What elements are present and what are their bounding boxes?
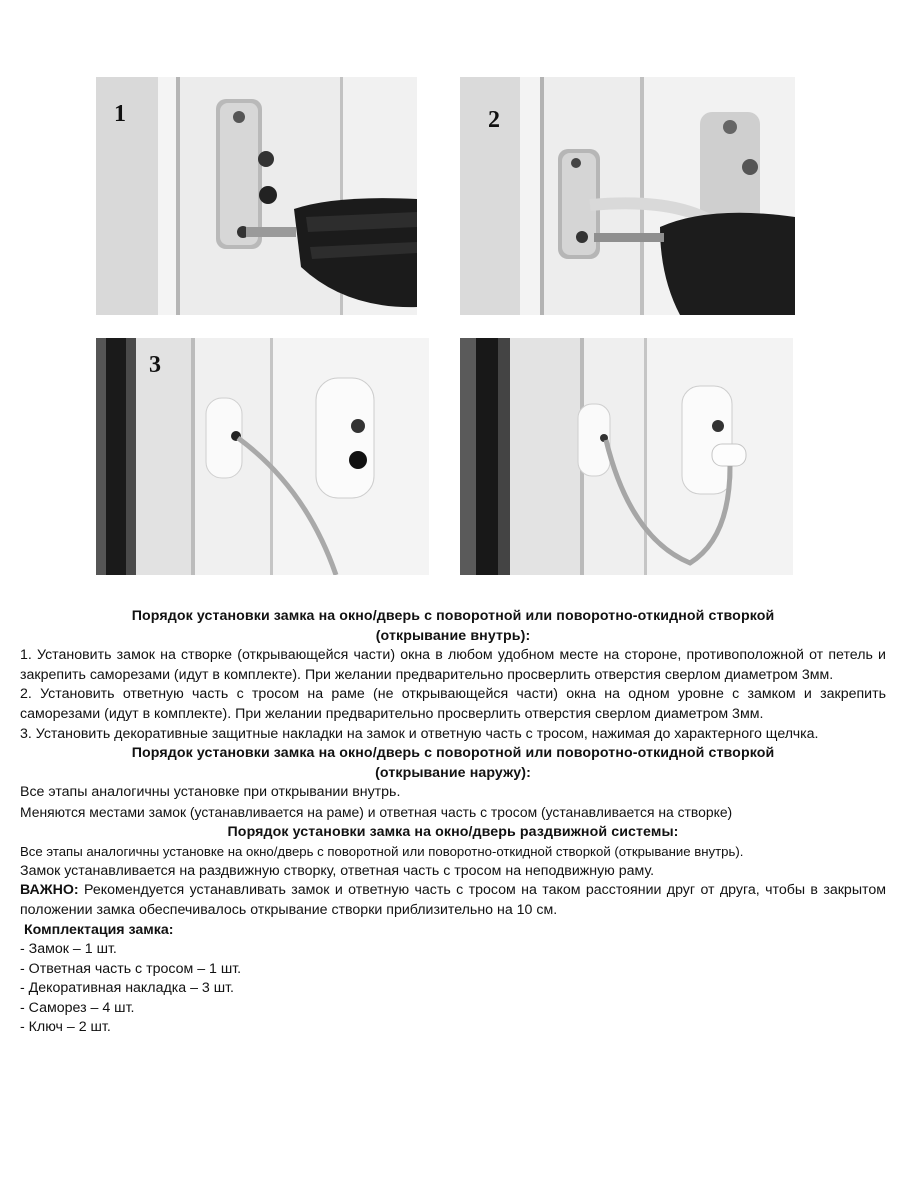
kit-item: - Декоративная накладка – 3 шт. — [20, 980, 235, 997]
photo-step-2-illustration — [460, 77, 795, 315]
important-text: Рекомендуется устанавливать замок и ответную часть с тросом на таком расстоянии друг от друга, чтобы в закрытом положении замка обеспечивалось открывание створки приблизительно на 10 см. — [20, 882, 886, 918]
kit-title: Комплектация замка: — [24, 921, 174, 938]
kit-item: - Саморез – 4 шт. — [20, 999, 135, 1016]
heading-inward-line1: Порядок установки замка на окно/дверь с поворотной или поворотно-откидной створкой — [131, 608, 775, 624]
outward-text-2: Меняются местами замок (устанавливается на раме) и ответная часть с тросом (устанавливается на створке) — [20, 803, 733, 820]
heading-inward-line2: (открывание внутрь): — [375, 627, 531, 644]
heading-outward-line1: Порядок установки замка на окно/дверь с поворотной или поворотно-откидной створкой — [131, 745, 775, 762]
heading-sliding: Порядок установки замка на окно/дверь раздвижной системы: — [227, 823, 679, 840]
kit-item: - Ответная часть с тросом – 1 шт. — [20, 960, 242, 977]
photo-step-2 — [460, 77, 795, 315]
kit-item: - Замок – 1 шт. — [20, 941, 117, 958]
step-1-text: 1. Установить замок на створке (открывающейся части) окна в любом удобном месте на стороне, противоположной от петель и закрепить саморезами (идут в комплекте). При желании предварительно просверлить отверстия сверлом диаметром 3мм. — [20, 647, 886, 683]
photo-step-3 — [96, 338, 429, 575]
step-number: 3 — [149, 352, 161, 378]
kit-item: - Ключ – 2 шт. — [20, 1019, 111, 1036]
sliding-text-2: Замок устанавливается на раздвижную створку, ответная часть с тросом на неподвижную раму. — [20, 862, 655, 879]
kit-list — [20, 940, 886, 1038]
photo-step-1 — [96, 77, 417, 315]
photo-step-3-illustration — [96, 338, 429, 575]
step-3-text: 3. Установить декоративные защитные накладки на замок и ответную часть с тросом, нажимая до характерного щелчка. — [20, 725, 819, 742]
step-number: 1 — [114, 101, 126, 127]
photo-step-4 — [460, 338, 793, 575]
step-2-text: 2. Установить ответную часть с тросом на раме (не открывающейся части) окна на одном уровне с замком и закрепить саморезами (идут в комплекте). При желании предварительно просверлить отверстия сверлом диаметром 3мм. — [20, 686, 886, 722]
photo-step-4-illustration — [460, 338, 793, 575]
heading-outward-line2: (открывание наружу): — [375, 764, 531, 781]
sliding-text-1: Все этапы аналогичны установке на окно/дверь с поворотной или поворотно-откидной створкой (открывание внутрь). — [20, 844, 744, 860]
step-number: 2 — [488, 107, 500, 133]
photo-step-1-illustration — [96, 77, 417, 315]
important-label: ВАЖНО: — [20, 882, 79, 899]
important-note — [20, 881, 886, 920]
instructions — [20, 607, 886, 1038]
outward-text-1: Все этапы аналогичны установке при открывании внутрь. — [20, 784, 401, 801]
